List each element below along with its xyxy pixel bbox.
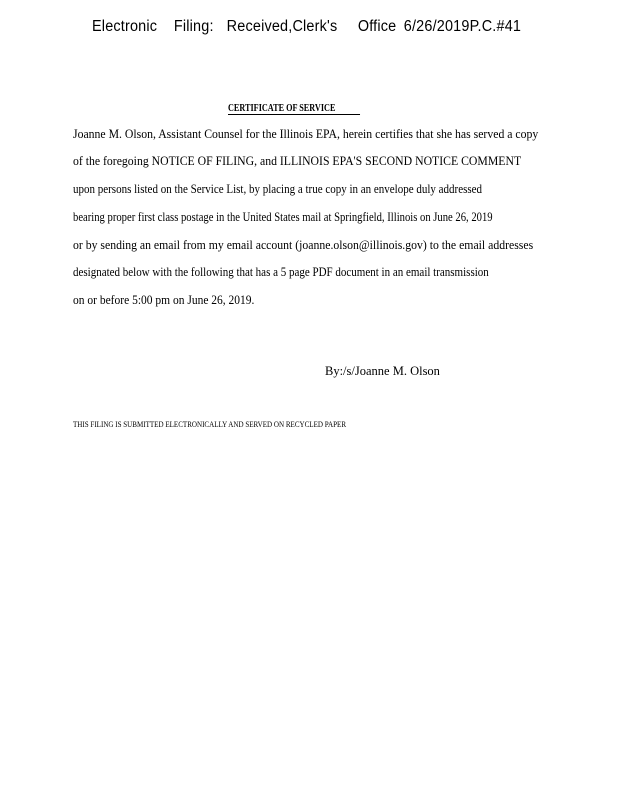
header-electronic: Electronic: [92, 18, 158, 35]
signature: By:/s/Joanne M. Olson: [325, 364, 440, 378]
body-line-3: upon persons listed on the Service List, by placing a true copy in an envelope duly addressed: [73, 182, 483, 196]
recycled-paper-footer: THIS FILING IS SUBMITTED ELECTRONICALLY AND SERVED ON RECYCLED PAPER: [73, 420, 347, 429]
body-line-4: bearing proper first class postage in the United States mail at Springfield, Illinois on June 26, 2019: [73, 210, 493, 224]
body-line-5: or by sending an email from my email account (joanne.olson@illinois.gov) to the email addresses: [73, 238, 534, 252]
body-line-1: Joanne M. Olson, Assistant Counsel for the Illinois EPA, herein certifies that she has served a copy: [73, 127, 539, 141]
efiling-header: [92, 18, 521, 36]
body-line-7: on or before 5:00 pm on June 26, 2019.: [73, 293, 255, 307]
body-line-6: designated below with the following that has a 5 page PDF document in an email transmission: [73, 265, 489, 279]
header-received-clerks: Received,Clerk's: [226, 18, 338, 35]
body-line-2: of the foregoing NOTICE OF FILING, and ILLINOIS EPA'S SECOND NOTICE COMMENT: [73, 154, 522, 168]
header-office: Office: [357, 18, 397, 35]
header-date-pc: 6/26/2019P.C.#41: [403, 18, 522, 35]
certificate-title: CERTIFICATE OF SERVICE: [228, 103, 360, 115]
header-filing: Filing:: [173, 18, 214, 35]
